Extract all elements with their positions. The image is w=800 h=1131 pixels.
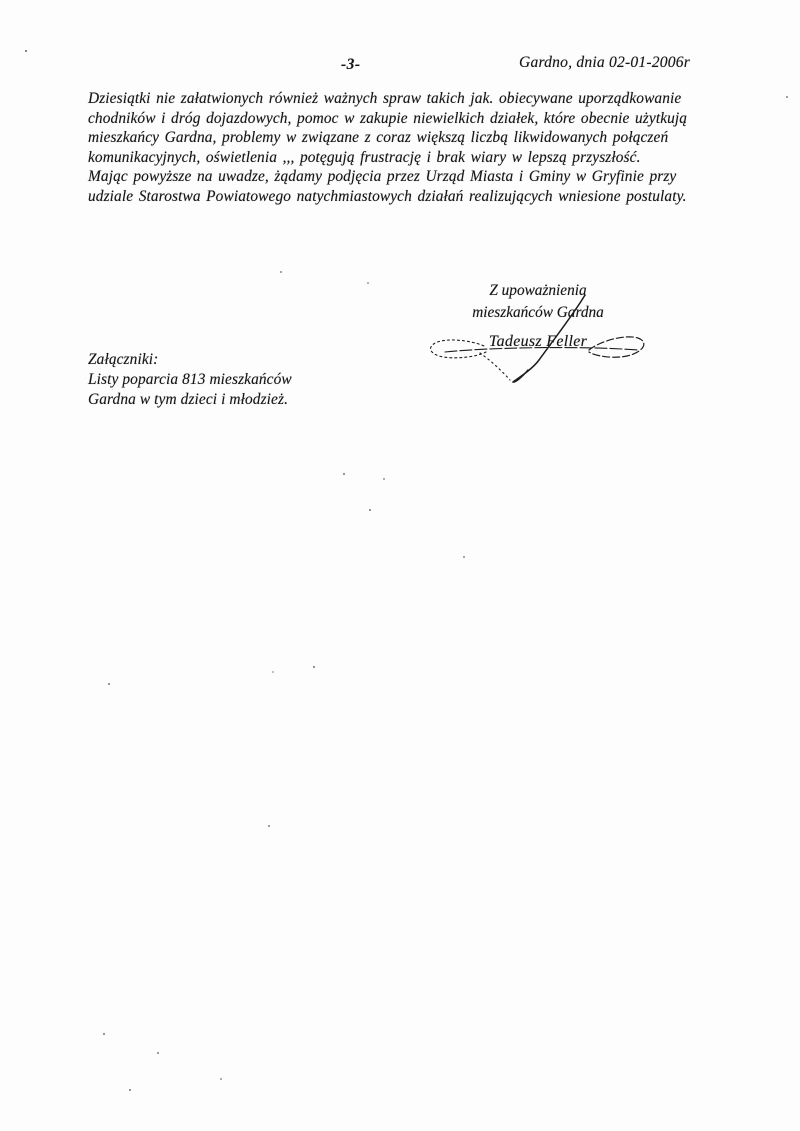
signature-underline [445, 348, 638, 352]
attachments-line: Listy poparcia 813 mieszkańców [88, 371, 292, 388]
body-line: Mając powyższe na uwadze, żądamy podjęcia przez Urząd Miasta i Gminy w Gryfinie przy [88, 168, 677, 186]
scan-speck [25, 50, 27, 52]
letter-body [88, 89, 748, 207]
body-line: komunikacyjnych, oświetlenia ,,, potęgują frustrację i brak wiary w lepszą przyszłość. [88, 148, 641, 166]
scan-speck [268, 825, 270, 827]
authorization-line: Z upoważnienia [489, 282, 587, 299]
scan-speck [272, 671, 274, 673]
signature-right-loop [589, 337, 644, 357]
scan-speck [220, 1078, 222, 1080]
body-line: chodników i dróg dojazdowych, pomoc w zakupie niewielkich działek, które obecnie użytkują [88, 109, 688, 127]
handwritten-signature-flourish [425, 284, 650, 389]
scan-speck [280, 271, 282, 273]
scan-speck [383, 478, 385, 480]
scan-speck [369, 509, 371, 511]
scan-speck [129, 1089, 131, 1091]
dateline: Gardno, dnia 02-01-2006r [519, 54, 690, 71]
scan-speck [108, 683, 110, 685]
attachments-line: Gardna w tym dzieci i młodzież. [88, 391, 289, 408]
scan-speck [463, 556, 465, 558]
body-line: Dziesiątki nie załatwionych również ważnych spraw takich jak. obiecywane uporządkowanie [88, 90, 682, 107]
signature-dotted-arc [480, 353, 510, 380]
attachments-heading: Załączniki: [88, 351, 159, 368]
scan-speck [313, 666, 315, 668]
signer-name: Tadeusz Feller [488, 333, 588, 350]
scan-speck [367, 282, 369, 284]
body-line: mieszkańcy Gardna, problemy w związane z coraz większą liczbą likwidowanych połączeń [88, 129, 669, 147]
attachments-block [88, 350, 292, 410]
page-number: -3- [341, 56, 361, 73]
scan-speck [103, 1033, 105, 1035]
scan-speck [786, 96, 788, 98]
scan-speck [157, 1052, 159, 1054]
scan-speck [343, 473, 345, 475]
body-line: udziale Starostwa Powiatowego natychmiastowych działań realizujących wniesione postulaty. [88, 187, 687, 205]
authorization-line: mieszkańców Gardna [472, 303, 604, 321]
signature-diagonal-stroke [513, 295, 585, 382]
signature-left-loop [431, 340, 486, 358]
